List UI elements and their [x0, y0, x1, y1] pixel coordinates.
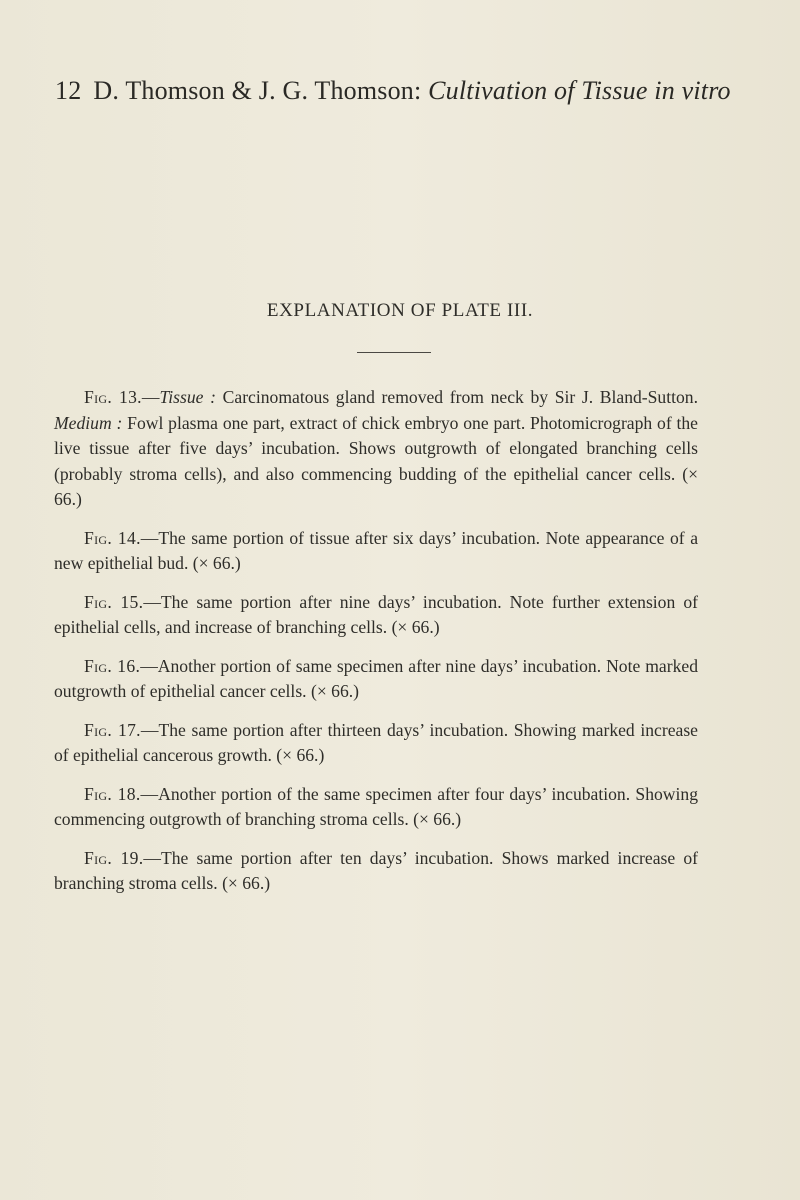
running-head-title: Cultivation of Tissue in vitro — [428, 76, 731, 105]
caption-fig-14 — [54, 526, 698, 577]
caption-fig-18 — [54, 782, 698, 833]
caption-italic-term: Tissue : — [159, 387, 216, 407]
figure-label: Fig. 18. — [84, 783, 141, 804]
figure-label: Fig. 13. — [84, 387, 142, 407]
caption-fig-19 — [54, 846, 698, 897]
running-head — [55, 76, 755, 106]
running-head-authors: D. Thomson & J. G. Thomson: — [93, 76, 422, 105]
caption-text: —The same portion after thirteen days’ incubation. Showing marked increase of epithelial cancerous growth. (× 66.) — [54, 719, 698, 765]
caption-text: —Another portion of the same specimen after four days’ incubation. Showing commencing outgrowth of branching stroma cells. (× 66.) — [54, 783, 698, 829]
caption-text: Fowl plasma one part, extract of chick embryo one part. Photomicrograph of the live tissue after five days’ incubation. Shows outgrowth of elongated branching cells (probably stroma cells), and also commencing budding of the epithelial cancer cells. (× 66.) — [54, 412, 698, 509]
caption-text: —The same portion of tissue after six days’ incubation. Note appearance of a new epithelial bud. (× 66.) — [54, 527, 699, 573]
figure-captions — [54, 385, 698, 910]
caption-fig-17 — [54, 718, 698, 769]
caption-dash: — — [141, 387, 160, 407]
caption-fig-16 — [54, 654, 698, 705]
figure-label: Fig. 19. — [84, 847, 144, 868]
figure-label: Fig. 16. — [84, 655, 141, 676]
plate-heading: EXPLANATION OF PLATE III. — [266, 300, 534, 321]
caption-fig-13 — [54, 385, 698, 513]
figure-label: Fig. 14. — [84, 527, 141, 548]
figure-label: Fig. 15. — [84, 591, 144, 612]
page-number: 12 — [55, 76, 82, 105]
figure-label: Fig. 17. — [84, 719, 141, 740]
caption-text: —Another portion of same specimen after nine days’ incubation. Note marked outgrowth of epithelial cancer cells. (× 66.) — [54, 655, 698, 701]
caption-text: —The same portion after nine days’ incubation. Note further extension of epithelial cells, and increase of branching cells. (× 66.) — [54, 591, 698, 637]
heading-divider — [357, 352, 431, 353]
caption-text: Carcinomatous gland removed from neck by Sir J. Bland-Sutton. — [216, 387, 698, 407]
caption-text: —The same portion after ten days’ incubation. Shows marked increase of branching stroma cells. (× 66.) — [54, 847, 698, 893]
caption-italic-term: Medium : — [54, 412, 123, 433]
caption-fig-15 — [54, 590, 698, 641]
